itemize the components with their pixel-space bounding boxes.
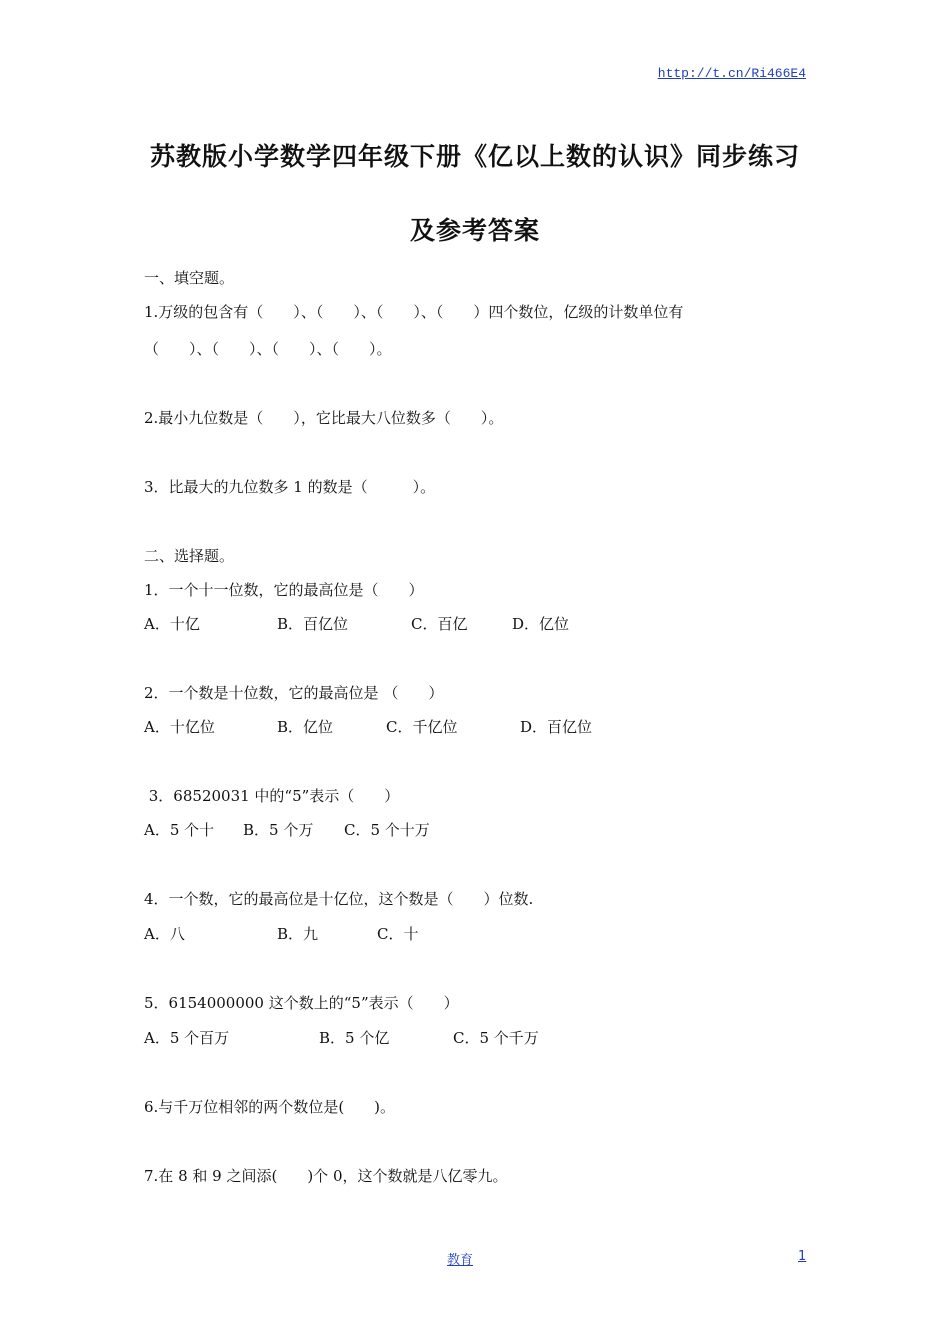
q2-option-b: B．亿位 — [277, 718, 334, 736]
header-link[interactable]: http://t.cn/Ri466E4 — [657, 66, 806, 81]
q4-option-c: C．十 — [377, 925, 419, 943]
q2-option-c: C．千亿位 — [386, 718, 458, 736]
choice-question-7: 7.在 8 和 9 之间添( )个 0，这个数就是八亿零九。 — [144, 1167, 508, 1185]
choice-question-5: 5．6154000000 这个数上的“5”表示（ ） — [144, 994, 459, 1012]
q4-option-a: A．八 — [144, 925, 185, 943]
fill-question-1-line-2: （ ）、（ ）、（ ）、（ ）。 — [144, 340, 392, 358]
section-2-heading: 二、选择题。 — [144, 547, 235, 565]
choice-question-3: 3．68520031 中的“5”表示（ ） — [144, 787, 400, 805]
page-title-line-1: 苏教版小学数学四年级下册《亿以上数的认识》同步练习 — [149, 142, 800, 171]
choice-question-4: 4．一个数，它的最高位是十亿位，这个数是（ ）位数. — [144, 890, 534, 908]
q5-option-c: C．5 个千万 — [453, 1029, 539, 1047]
q1-option-d: D．亿位 — [512, 615, 570, 633]
q1-option-c: C．百亿 — [411, 615, 468, 633]
fill-question-2: 2.最小九位数是（ ），它比最大八位数多（ ）。 — [144, 409, 504, 427]
q4-option-b: B．九 — [277, 925, 319, 943]
q5-option-a: A．5 个百万 — [144, 1029, 230, 1047]
section-1-heading: 一、填空题。 — [144, 269, 235, 287]
q3-option-a: A．5 个十 — [144, 821, 215, 839]
page-title-line-2: 及参考答案 — [409, 216, 540, 245]
footer-link[interactable]: 教育 — [447, 1253, 474, 1268]
fill-question-3: 3．比最大的九位数多 1 的数是（ ）。 — [144, 478, 436, 496]
q3-option-b: B．5 个万 — [243, 821, 314, 839]
choice-question-1: 1．一个十一位数，它的最高位是（ ） — [144, 581, 424, 599]
q2-option-a: A．十亿位 — [144, 718, 215, 736]
choice-question-6: 6.与千万位相邻的两个数位是( )。 — [144, 1098, 396, 1116]
q1-option-b: B．百亿位 — [277, 615, 349, 633]
q3-option-c: C．5 个十万 — [344, 821, 430, 839]
choice-question-2: 2．一个数是十位数，它的最高位是 （ ） — [144, 684, 444, 702]
page-number: 1 — [798, 1249, 807, 1264]
q5-option-b: B．5 个亿 — [319, 1029, 390, 1047]
q1-option-a: A．十亿 — [144, 615, 200, 633]
q2-option-d: D．百亿位 — [520, 718, 593, 736]
fill-question-1-line-1: 1.万级的包含有（ ）、（ ）、（ ）、（ ）四个数位，亿级的计数单位有 — [144, 303, 684, 321]
